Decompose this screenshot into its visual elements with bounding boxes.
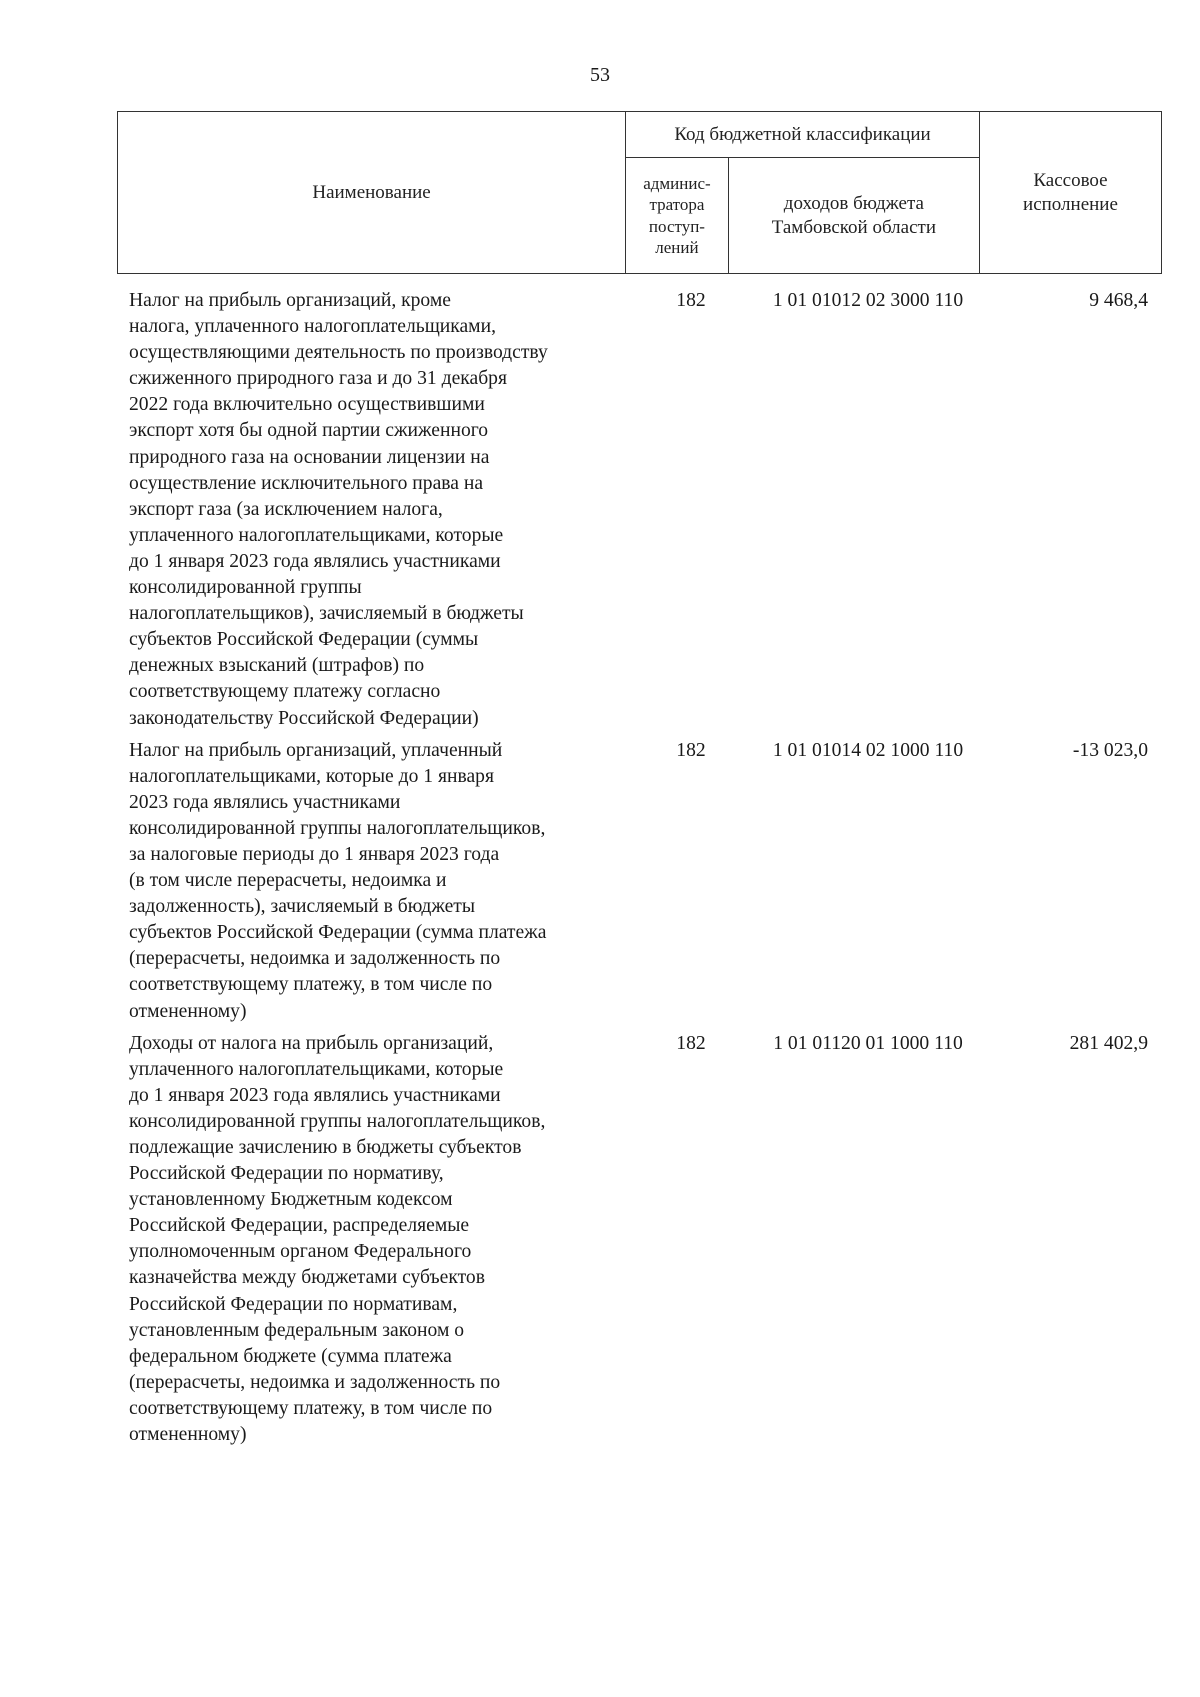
row-name: Налог на прибыль организаций, уплаченный налогоплательщиками, которые до 1 января 2023 года являлись участниками консолидированной группы налогоплательщиков, за налоговые периоды до 1 января 2023 года (в том числе перерасчеты, недоимка и задолженность), зачисляемый в бюджеты субъектов Российской Федерации (сумма платежа (перерасчеты, недоимка и задолженность по соответствующему платежу, в том числе по отмененному) bbox=[129, 739, 547, 1022]
header-name: Наименование bbox=[118, 112, 626, 274]
header-budget-code: Код бюджетной классификации bbox=[626, 112, 980, 158]
table-body bbox=[117, 288, 1162, 1454]
page-number: 53 bbox=[590, 64, 610, 86]
row-admin-code: 182 bbox=[676, 739, 706, 761]
row-revenue-code: 1 01 01120 01 1000 110 bbox=[773, 1032, 963, 1054]
header-administrator bbox=[626, 158, 729, 274]
row-admin-code: 182 bbox=[676, 290, 706, 311]
row-revenue-code: 1 01 01012 02 3000 110 bbox=[772, 290, 964, 311]
row-amount: -13 023,0 bbox=[1072, 739, 1148, 761]
row-admin-code: 182 bbox=[676, 1032, 706, 1054]
row-name: Налог на прибыль организаций, кроме налога, уплаченного налогоплательщиками, осуществляющими деятельность по производству сжиженного природного газа и до 31 декабря 2022 года включительно осуществившими экспорт хотя бы одной партии сжиженного природного газа на основании лицензии на осуществление исключительного права на экспорт газа (за исключением налога, уплаченного налогоплательщиками, которые до 1 января 2023 года являлись участниками консолидированной группы налогоплательщиков), зачисляемый в бюджеты субъектов Российской Федерации (суммы денежных взысканий (штрафов) по соответствующему платежу согласно законодательству Российской Федерации) bbox=[129, 290, 548, 729]
header-execution bbox=[979, 112, 1161, 274]
table-row bbox=[117, 738, 1162, 1025]
row-name: Доходы от налога на прибыль организаций, уплаченного налогоплательщиками, которые до 1 января 2023 года являлись участниками консолидированной группы налогоплательщиков, подлежащие зачислению в бюджеты субъектов Российской Федерации по нормативу, установленному Бюджетным кодексом Российской Федерации, распределяемые уполномоченным органом Федерального казначейства между бюджетами субъектов Российской Федерации по нормативам, установленным федеральным законом о федеральном бюджете (сумма платежа (перерасчеты, недоимка и задолженность по соответствующему платежу, в том числе по отмененному) bbox=[129, 1032, 546, 1446]
header-execution-label: Кассовое исполнение bbox=[1023, 169, 1118, 215]
header-administrator-label: админис- тратора поступ- лений bbox=[643, 174, 711, 257]
row-amount: 9 468,4 bbox=[1089, 290, 1148, 311]
table-row bbox=[117, 1031, 1162, 1449]
header-revenue-label: доходов бюджета Тамбовской области bbox=[771, 192, 936, 238]
row-revenue-code: 1 01 01014 02 1000 110 bbox=[772, 739, 964, 761]
table-header bbox=[117, 111, 1162, 274]
header-revenue bbox=[728, 158, 979, 274]
row-amount: 281 402,9 bbox=[1069, 1032, 1148, 1054]
table-row bbox=[117, 288, 1162, 732]
